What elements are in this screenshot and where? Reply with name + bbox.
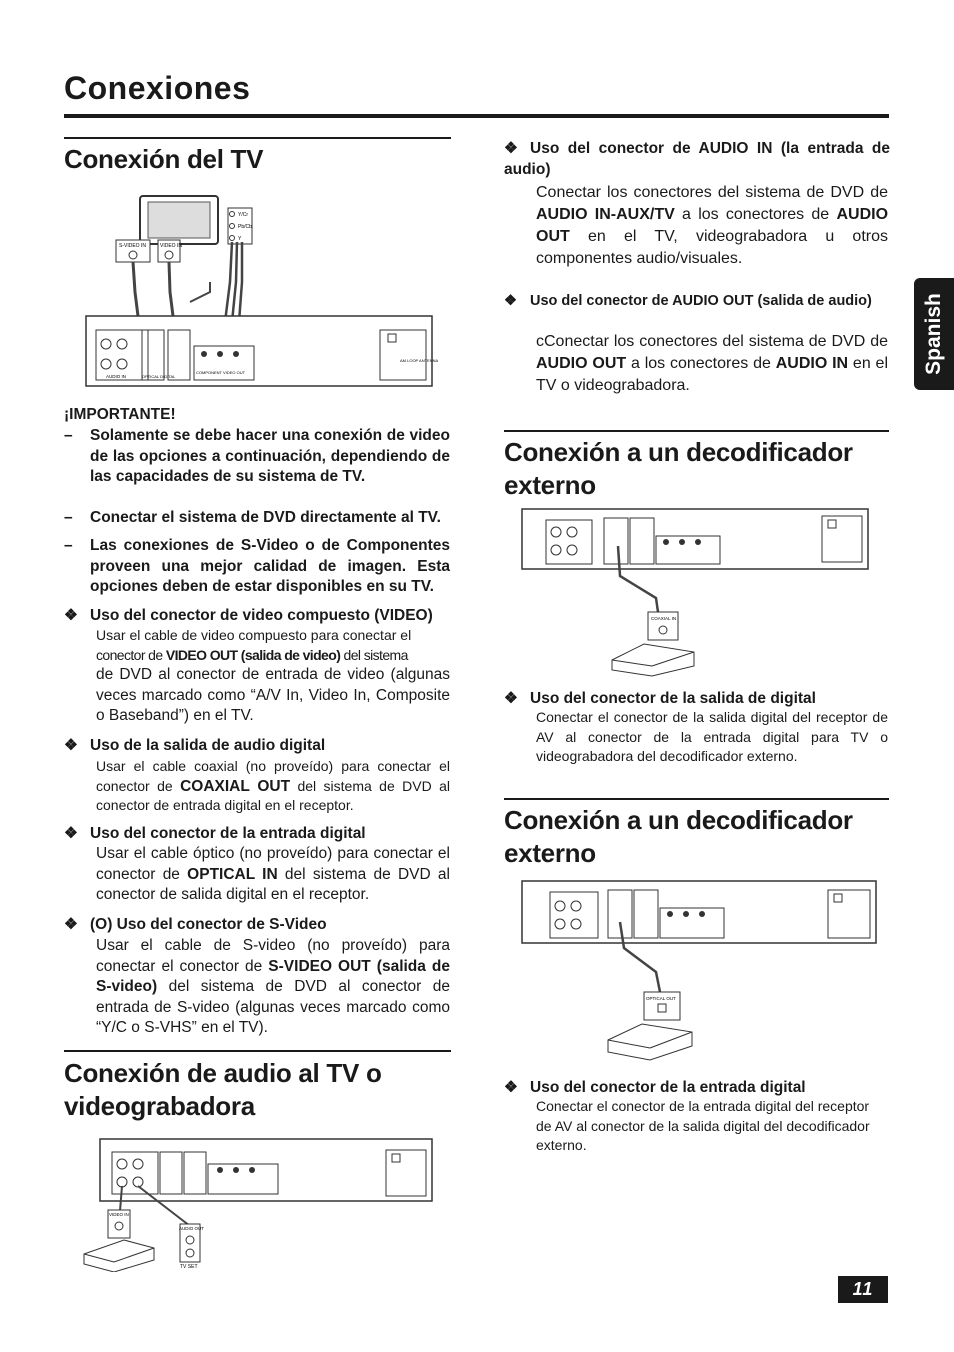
title-rule [64,114,889,118]
language-tab-label: Spanish [922,293,945,375]
diamond-bullet-icon: ❖ [504,293,517,309]
diamond-bullet-icon: ❖ [64,607,78,624]
label-s-video-in: S-VIDEO IN [119,243,146,249]
language-tab [914,278,954,390]
tv-connection-diagram [80,192,440,392]
dvd-rear-panel [86,316,438,386]
panel-label-am-loop: AM LOOP ANTENNA [400,358,439,363]
bullet-digital-input-head: ❖ Uso del conector de la entrada digital [64,825,366,842]
bullet-audio-in-head: ❖ Uso del conector de AUDIO IN (la entrada de audio) [504,140,890,178]
decoder-coaxial-diagram [520,506,880,678]
bullet-audio-out-head: ❖ Uso del conector de AUDIO OUT (salida de audio) [504,293,872,309]
decoder-optical-diagram [520,878,880,1064]
label-video-in: VIDEO IN [160,243,182,249]
important-item-3: – Las conexiones de S-Video o de Componentes proveen una mejor calidad de imagen. Esta opciones deben de estar disponibles en su TV. [64,537,450,595]
dvd-rear-panel [100,1139,432,1201]
important-item-1: – Solamente se debe hacer una conexión de video de las opciones a continuación, dependiendo de las capacidades de su sistema de TV. [64,427,450,485]
section-title-decoder-1: Conexión a un decodificador externo [504,437,853,500]
diamond-bullet-icon: ❖ [504,690,518,707]
label-audio-out: AUDIO OUT [179,1226,205,1231]
section-rule [504,430,889,432]
label-optical-out: OPTICAL OUT [646,996,676,1001]
panel-label-audio-in: AUDIO IN [106,374,127,379]
bullet-digital-audio-head: ❖ Uso de la salida de audio digital [64,737,326,754]
bullet-svideo-text: Usar el cable de S-video (no proveído) para conectar el conector de S-VIDEO OUT (salida de S-video) del sistema de DVD al conector de entrada de S-video (algunas veces marcado como “Y/C o S-VHS” en el TV). [96,937,451,1036]
label-tv-set: TV SET [180,1264,198,1270]
tv-icon [140,196,218,244]
bullet-svideo-head: ❖ (O) Uso del conector de S-Video [64,916,327,933]
bullet-audio-in-text: Conectar los conectores del sistema de DVD de AUDIO IN-AUX/TV a los conectores de AUDIO OUT en el TV, videograbadora u otros componentes audio/visuales. [536,184,889,267]
audio-connection-diagram [80,1136,440,1272]
diamond-bullet-icon: ❖ [64,825,78,842]
panel-label-optical: OPTICAL DIGITAL [142,374,176,379]
bullet-video-head: ❖ Uso del conector de video compuesto (VIDEO) [64,607,433,624]
label-coaxial-in: COAXIAL IN [651,616,677,621]
section-rule [64,137,451,139]
decoder-box-icon [612,644,694,676]
section-title-audio: Conexión de audio al TV o videograbadora [64,1058,382,1121]
panel-label-component: COMPONENT VIDEO OUT [196,370,246,375]
important-label: ¡IMPORTANTE! [64,406,176,423]
bullet-video-text: Usar el cable de video compuesto para conectar el conector de VIDEO OUT (salida de video) del sistema de DVD al conector de entrada de video (algunas veces marcado como “A/V In, Video In, Composite o Baseband”) en el TV. [96,627,450,724]
diamond-bullet-icon: ❖ [504,1079,518,1096]
label-y: Y [238,236,242,242]
decoder-box-icon [608,1024,692,1060]
vcr-icon [84,1240,154,1272]
bullet-audio-out-text: cConectar los conectores del sistema de DVD de AUDIO OUT a los conectores de AUDIO IN en el TV o videograbadora. [536,333,889,394]
label-video-in: VIDEO IN [109,1212,129,1217]
important-item-2: – Conectar el sistema de DVD directamente al TV. [64,509,441,526]
label-pb-cb: Pb/Cb [238,224,252,230]
section-rule [64,1050,451,1052]
dvd-rear-panel [522,881,876,943]
page-number: 11 [838,1276,888,1303]
label-y-cr: Y/Cr [238,212,248,218]
page-title: Conexiones [64,70,251,106]
bullet-digital-input-text: Usar el cable óptico (no proveído) para conectar el conector de OPTICAL IN del sistema de DVD al conector de salida digital en el receptor. [96,845,450,903]
bullet-digital-in-text: Conectar el conector de la entrada digital del receptor de AV al conector de la salida digital del decodificador externo. [536,1098,870,1153]
section-rule [504,798,889,800]
dvd-rear-panel [522,509,868,569]
diamond-bullet-icon: ❖ [64,737,78,754]
bullet-digital-out-head: ❖ Uso del conector de la salida de digital [504,690,816,707]
diamond-bullet-icon: ❖ [64,916,78,933]
bullet-digital-out-text: Conectar el conector de la salida digital del receptor de AV al conector de la entrada digital para TV o videograbadora del decodificador externo. [536,709,888,764]
bullet-digital-audio-text: Usar el cable coaxial (no proveído) para conectar el conector de COAXIAL OUT del sistema de DVD al conector de entrada digital en el receptor. [96,758,450,813]
section-title-tv: Conexión del TV [64,144,264,174]
section-title-decoder-2: Conexión a un decodificador externo [504,805,853,868]
bullet-digital-in-head: ❖ Uso del conector de la entrada digital [504,1079,806,1096]
diamond-bullet-icon: ❖ [504,140,518,157]
